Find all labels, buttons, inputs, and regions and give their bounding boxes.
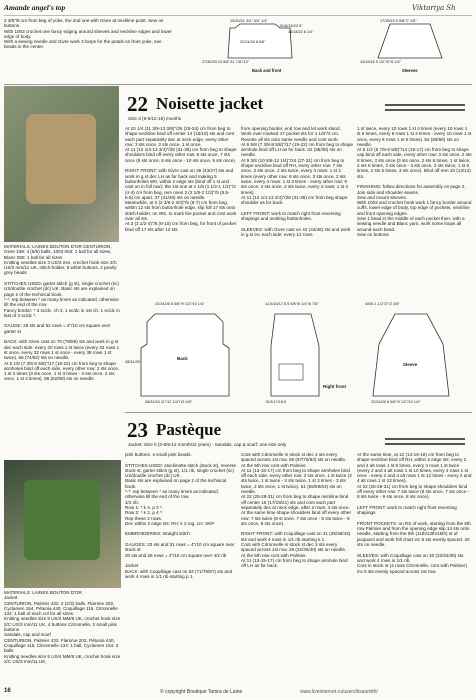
back-label-8: 28/31/34 11"/12 1/4"/13 3/8" — [145, 400, 193, 404]
needle-icon — [385, 438, 465, 440]
section-23-rule — [125, 412, 472, 413]
watermark-text: www.liveinternet.ru/users/lisasmith/ — [300, 689, 378, 695]
section-22-number: 22 — [127, 92, 148, 116]
rf-label-4: 15,5/17/18,5 — [265, 400, 287, 404]
back-caption: Back — [177, 356, 188, 361]
right-front-caption: Right front — [323, 384, 346, 389]
sleeves-caption: Sleeves — [402, 68, 418, 73]
intro-text: 2 3/8"/6 cm from beg of yoke, the 2nd one with Givre at neckline point. Sew on buttons. With 1003 crochet one fancy edging around sleeves and neckline edges and lower edge of body. With a sewing needle and Givre work 3 loops for the petals on front yoke, see beads in the center. — [4, 18, 172, 50]
bf-label-2: 5/16/18/22 5" — [280, 24, 303, 28]
bf-label-5: 22/24/26 8 5/8" — [240, 40, 266, 44]
back-front-diagram — [180, 18, 472, 80]
section-22-col2: At 10 1/4 (11 3/8-13 3/8)"/26 (29-34) cm from beg to shape neckline bind off center 14 (16/18) sts and cont each part separately dec at neck edge, every other row: 3 sts once, 2 sts once, 1 st once. At 11 (12 1/4-13 3/4)"/28 (31-35) cm from beg to shape shoulders bind off every other row: 6 sts once, 7 sts once (9 sts once, 8 sts once - 10 sts once, 9 sts once). RIGHT FRONT: with Givre cast on 39 (43/47) sts and work in g st dec LH as for back and making 5 buttonholes Wtr, within 2 edge sts (bind off 1 st and cast on in foll row): the 1st one at 1 1/8 (1 1/2-1 1/2)"/3 (4-4) cm from beg, rem ones 2 (2 1/8-2 1/2)"/5 (5.5-6.5) cm apart. 37 (41/45) sts on needle. Meanwhile, at 2 (2 3/8-2 3/4)"/5 (6-7) cm from beg, within 12 sts from buttonhole edge, slip foll 17 sts onto stitch-holder, on WS, to mark the pocket and cont work over all sts. At 3 (3 1/2-4)"/8 (9-10) cm from beg, for front of pocket bind off 17 sts after 12 sts — [125, 126, 237, 232]
section-23-subtitle: Jacket: Size 0 (3-6/9-12 months/2 years) - Sandals, cap & scarf: one size only — [128, 442, 287, 447]
page-number: 16 — [4, 688, 11, 694]
publisher-logo: Viktoriya Sh — [412, 4, 456, 12]
section-23-materials: MATERIALS: LAINES BOUTON D'OR Jacket CENTURION, Palmier 432: 2 (2/3) balls, Flamme 202, Cyclamen 154, Pétunia 440, Coquillage 116, Citronnelle 134: 1 ball of each col for all sizes. Knitting needles size 5 US/4 MM/8 UK, crochet hook size 2/C US/3 mm/11 UK, 4 buttons Citronnelle, 2 small pink buttons Sandals, cap and scarf CENTURION, Palmier 432, Flamme 202, Pétunia 440, Coquillage 116, Citronnelle 134: 1 ball, Cyclamen 154: 2 balls Knitting needles size 5 US/4 MM/8 UK, crochet hook size 2/C US/3 mm/11 UK, — [4, 590, 121, 664]
difficulty-icons-22 — [385, 104, 465, 111]
sleeve-label-1: 4/5/6 1 1/2"/2"/2 3/8" — [365, 302, 400, 306]
bf-label-1: 19/20/21 3/4" 3/4" 1/4" — [230, 19, 268, 23]
jacket-photo — [4, 86, 119, 242]
pasteque-photo-garment — [24, 480, 100, 560]
mid-diagrams — [125, 300, 472, 410]
header-rule — [4, 15, 472, 16]
sl-label-1: 17/18/19 5 5/8"/7 1/8" — [380, 19, 417, 23]
difficulty-icons-23 — [385, 438, 465, 445]
sl-label-3: 14/15/16 5 1/2"/6"/6 1/4" — [360, 60, 401, 64]
copyright-text: © copyright Boutique Tamra de Laine — [160, 689, 243, 695]
section-23-col2: pink buttons, 4 small pink beads. STITCHES USED: stockinette stitch (stock st), reverse stock st, garter stitch (g st), 1/1 rib, single crochet (sc) US/double crochet (dc) UK. Basic sts are explained on page 2 of the technical book. *-*: rep between * as many times as indicated, otherwise till the end of the row. 4/2 rib: Row 1: * k 4, p 2 *. Row 2: * k 2, p 4 *. Rep these 2 rows. Dec within 2 edge sts: RH: k 2 tog, LH: SKP EMBROIDERIES: straight stitch GAUGES: 23 sts and 31 rows = 4"/10 cm square over stock st 30 sts and 29 rows = 4"/10 cm square over 4/2 rib Jacket BACK: with Coquillage cast on 63 (71/79/87) sts and work 4 rows in 1/1 rib starting p 1. — [125, 452, 237, 579]
section-22-col3: from opening border, end row and let work stand. Work over marked 17 pocket sts for 1 1/8"/3 cm. Reunite all sts onto same needle and cont work. At 6 5/8 (7 3/8-8 5/8)"/17 (19-22) cm from beg to shape armhole bind off LH as for back. 32 (35/38) sts on needle. At 9 3/8 (10 5/8-12 1/4)"/24 (27-31) cm from beg to shape neckline bind off RH, every other row: 7 sts once, 3 sts once, 2 sts twice, every 4 rows: 1 st 3 times (every other row: 8 sts once, 3 sts once, 2 sts twice, every 4 rows: 1 st 3 times - every other row: 9 sts once, 3 sts once, 2 sts twice, every 4 rows: 1 st 3 times). At 11 (12 1/4-13 3/4)"/28 (31-35) cm from beg shape shoulder as for back. LEFT FRONT: work to match right front reversing shapings and omitting buttonholes. SLEEVES: with Givre cast on 42 (44/46) sts and work in g st inc each side: every 12 rows — [241, 126, 353, 237]
sleeve-caption: Sleeve — [403, 362, 418, 367]
jacket-photo-garment — [26, 114, 96, 204]
bf-label-8: 27/30/33 10 5/8"/11 7/8"/13" — [202, 60, 250, 64]
rf-label-1: 14,5/16/17,5 5 5/8"/6 1/4"/6 7/8" — [265, 302, 319, 306]
section-23-number: 23 — [127, 418, 148, 442]
section-23-col4: At the same time, at 12 (14-16-18) cm from beg to shape neckline bind off RH, within 2 edge sts: every 2 and 4 alt rows 1 st 8 times, every 4 rows 1 st twice (every 2 and 4 alt rows 1 st 10 times, every 4 rows 1 st once - every 2 and 4 alt rows 1 st 12 times - every 2 and 4 alt rows 1 st 13 times). At 22 (25-28-31) cm from beg to shape shoulders bind off every other row: 7 sts twice (8 sts once, 7 sts once - 8 sts twice - 9 sts once, 8 sts once). LEFT FRONT: work to match right front reversing shapings. FRONT POCKETS: on RS of work, starting from the 5th row Palmier and from the opening edge slip 14 sts onto needle, starting from the 9th (11th/13th/15th) st of jacquard and work foll chart inc 6 sts evenly spaced. 20 sts on needle. SLEEVES: with Coquillage cast on 30 (32/34/36) sts and work 4 rows in 1/1 rib. Cont in stock st (4 rows Citronnelle, cont with Palmier) inc 5 sts evenly spaced across 1st row. — [357, 452, 472, 574]
back-front-caption: Back and front — [252, 68, 282, 73]
back-label-1: 22/24/26 8 5/8"/9 1/2"/10 1/4" — [155, 302, 205, 306]
top-diagrams — [180, 18, 472, 80]
section-23-col3: Cont with Citronnelle in stock st dec 4 sts every spaced across 1st row. 59 (67/75/83) sts on needle. At the 5th row cont with Palmier. At 11 (13-15-17) cm from beg to shape armholes bind off each side, every other row: 2 sts once, 1 st twice (3 sts twice, 1 st twice - 3 sts twice, 1 st 3 times - 3 sts twice, 2 sts once, 1 st twice). 51 (55/59/63) sts on needle. At 22 (25-28-31) cm from beg to shape neckline bind off center 15 (17/19/21) sts and cont each part separately dec at neck edge, after 2 rows: 4 sts once. At the same time shape shoulders bind off every other row: 7 sts twice (8 st once, 7 sts once - 8 sts twice - 9 sts once, 8 sts once). RIGHT FRONT: with Coquillage cast on 31 (35/39/43) sts and work 4 rows in 1/1 rib starting k 1. Cont with Citronnelle in stock st dec 3 sts every spaced across 1st row. 28 (32/36/40) sts on needle. At the 5th row cont with Palmier. At 11 (13-15-17) cm from beg to shape armhole bind off LH as for back. — [241, 452, 352, 569]
section-22-materials: MATERIALS: LAINES BOUTON D'OR CENTURION, Givre 239: 4 (5/6) balls, 1003 003: 1 ball for all sizes, Blanc 050: 1 ball for all sizes Knitting needles size 3 US/3 mm, crochet hook size 2/C US/3 mm/11 UK, stitch-holder, 5 white buttons, 2 pearly grey beads STITCHES USED: garter stitch (g st), single crochet (sc) US/double crochet (dc) UK. Basic sts are explained on page 2 of the technical book. *-*: rep between * as many times as indicated, otherwise till the end of the row Fancy border: * 3 sc/dc, ch 3, 1 sc/dc in 1st ch, 1 sc/dc in last of 3 sc/dc *. GAUGE: 25 sts and 52 rows = 4"/10 cm square over garter st BACK: with Givre cast on 70 (78/86) sts and work in g st dec each side: every 30 rows 1 st twice (every 34 rows 1 st once, every 32 rows 1 st once - every 38 rows 1 st twice). 66 (74/82) sts on needle. At 5 1/8 (7 3/8-8 5/8)"/17 (19-22) cm from beg to shape armholes bind off each side, every other row: 2 sts once, 1 st 3 times (3 sts once, 1 st 3 times - 3 sts once, 2 sts once, 1 st 3 times). 56 (62/68) sts on needle. — [4, 244, 120, 382]
needle-icon — [385, 109, 465, 111]
page-header-title: Amande angel's top — [4, 3, 66, 12]
section-22-title: Noisette jacket — [156, 94, 264, 113]
needle-icon — [385, 104, 465, 106]
section-22-col4: 1 st twice, every 10 rows 1 st 4 times (every 10 rows 1 st 6 times, every 8 rows 1 st 4 times - every 10 rows 1 st once, every 8 rows 1 st 9 times). 54 (60/66) sts on needle. At 5 1/2 (5 7/8-6 5/8)"/14 (15-17) cm from beg to shape cap bind off each side, every other row: 3 sts once, 2 sts 8 times, 3 sts once (3 sts once, 2 sts 6 times, 1 st twice, 2 sts 6 times, 3 sts once - 3 sts once, 2 sts twice, 1 st 6 times, 2 sts 5 times, 3 sts once). Bind off rem 10 (12/14) sts. FINISHING: follow directions for assembly on page 2. Join side and shoulder seams. Sew and mount sleeves. With 1003 and crochet hook work 1 fancy border around cuffs, lower edge of body, top edge of pockets, neckline and front opening edges. Sew 1 bead in the middle of each pocket then, with a sewing needle and Blanc yarn, work some loops all around each bead. Sew on buttons — [357, 126, 472, 237]
pasteque-photo — [4, 460, 121, 588]
back-label-5: 28/31/35 — [125, 360, 140, 364]
bf-label-3: 16/18/22 6 1/4" — [288, 30, 314, 34]
section-22-rule — [4, 84, 472, 85]
pattern-diagrams — [125, 300, 472, 410]
section-23-title: Pastèque — [156, 420, 222, 439]
sleeve-label-2: 22/24/26 8 5/8"/9 1/2"/10 1/4" — [371, 400, 421, 404]
section-22-subtitle: Size 3 (6-9/12-18) months — [128, 116, 182, 121]
needle-icon — [385, 443, 465, 445]
